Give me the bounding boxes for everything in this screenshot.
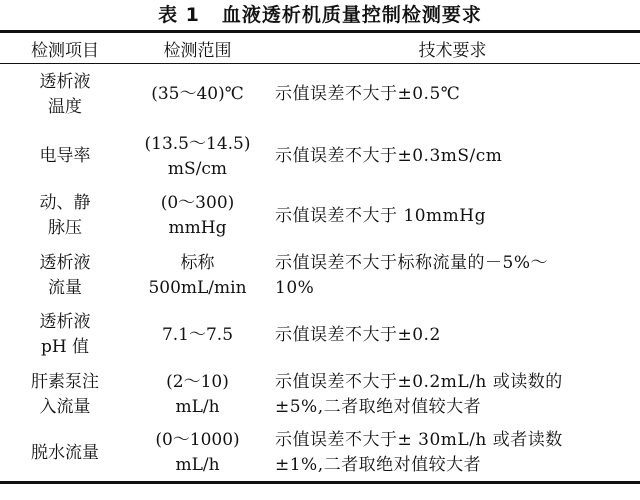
requirement-line: 示值误差不大于±0.2 [275,324,441,345]
range-line: mS/cm [167,158,228,179]
item-line: 透析液 [39,252,91,273]
range-line: 7.1～7.5 [161,324,234,345]
range-line: mL/h [175,396,220,417]
item-cell [0,126,130,188]
item-line: 流量 [48,277,82,298]
table-row [0,307,640,364]
range-line: (35～40)℃ [151,84,244,105]
requirement-line: 示值误差不大于标称流量的－5%～ [275,252,548,273]
table-row [0,126,640,188]
range-cell [130,307,265,364]
item-cell [0,364,130,426]
item-cell [0,245,130,307]
range-line: 标称 [180,252,215,273]
requirement-line: 示值误差不大于 10mmHg [275,205,486,226]
requirement-cell [265,245,640,307]
requirement-line: 示值误差不大于±0.2mL/h 或读数的 [275,371,563,392]
table-title: 血液透析机质量控制检测要求 [221,4,482,26]
item-cell [0,188,130,245]
item-line: 脉压 [48,218,82,238]
range-cell [130,64,265,126]
item-cell [0,307,130,364]
table-row [0,426,640,483]
range-line: (0～300) [160,193,235,213]
requirement-line: 示值误差不大于±0.3mS/cm [275,146,503,166]
table-number: 表 1 [158,4,200,26]
quality-control-table [0,30,640,484]
item-line: 透析液 [39,71,91,92]
requirement-cell [265,426,640,483]
range-line: mL/h [175,455,220,476]
table-caption [0,0,640,30]
range-line: mmHg [168,218,227,238]
requirement-line: ±5%,二者取绝对值较大者 [275,396,482,417]
range-cell [130,426,265,483]
range-cell [130,245,265,307]
range-line: (13.5～14.5) [144,133,251,154]
item-cell [0,426,130,483]
header-range: 检测范围 [130,32,265,64]
requirement-line: 示值误差不大于± 30mL/h 或者读数 [275,430,563,451]
item-line: 电导率 [39,146,91,166]
item-line: 肝素泵注 [31,371,99,392]
table-row [0,64,640,126]
table-row [0,364,640,426]
range-line: (2～10) [166,371,229,392]
item-line: 温度 [48,96,82,117]
range-line: 500mL/min [148,277,247,298]
header-requirement: 技术要求 [265,32,640,64]
range-line: (0～1000) [155,430,240,451]
range-cell [130,188,265,245]
requirement-line: ±1%,二者取绝对值较大者 [275,455,482,476]
range-cell [130,364,265,426]
item-line: 脱水流量 [31,442,99,463]
item-line: 动、静 [39,193,91,213]
item-line: 透析液 [39,312,91,332]
requirement-cell [265,188,640,245]
table-row [0,245,640,307]
requirement-line: 示值误差不大于±0.5℃ [275,84,461,105]
header-item: 检测项目 [0,32,130,64]
requirement-cell [265,126,640,188]
requirement-cell [265,364,640,426]
requirement-cell [265,64,640,126]
requirement-line: 10% [275,277,315,298]
range-cell [130,126,265,188]
item-line: 入流量 [39,396,91,417]
item-line: pH 值 [40,337,90,357]
header-row [0,32,640,64]
table-row [0,188,640,245]
requirement-cell [265,307,640,364]
item-cell [0,64,130,126]
